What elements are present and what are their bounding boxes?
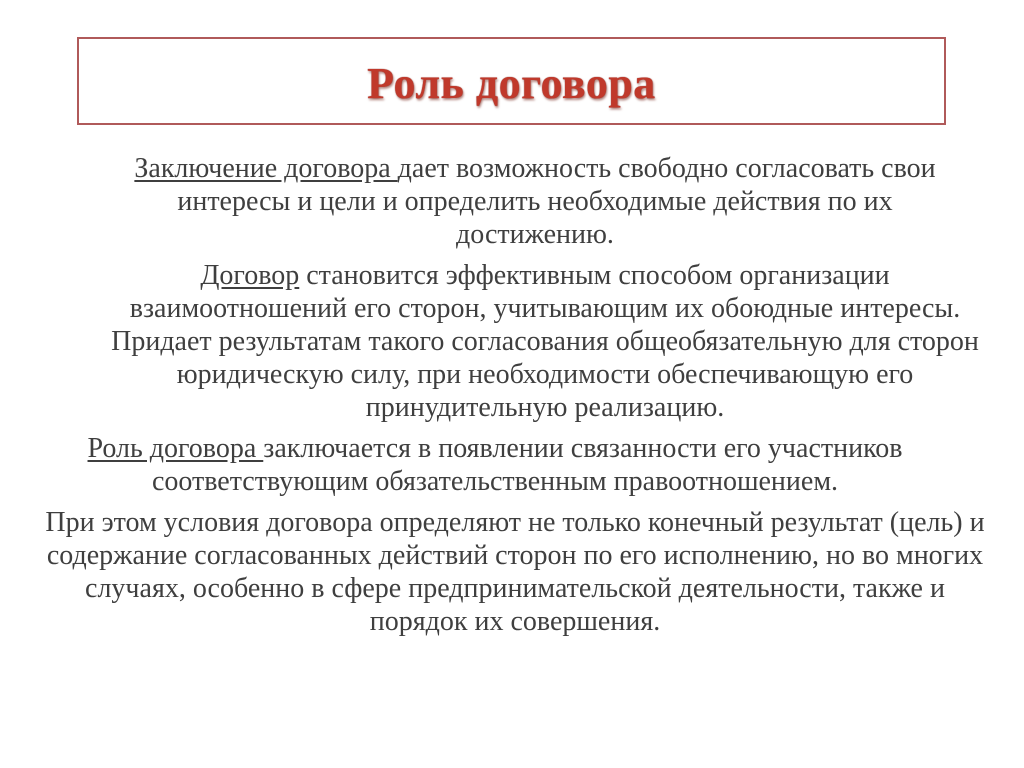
paragraph-2 — [40, 259, 990, 424]
paragraph-1 — [40, 152, 990, 251]
paragraph-text: При этом условия договора определяют не только конечный результат (цель) и содержание согласованных действий сторон по его исполнению, но во многих случаях, особенно в сфере предпринимательской деятельности, также и порядок их совершения. — [45, 507, 985, 637]
paragraph-text: заключается в появлении связанности его участников соответствующим обязательственным правоотношением. — [151, 433, 903, 497]
slide-title: Роль договора — [367, 58, 656, 108]
underlined-term: Договор — [200, 260, 300, 291]
title-box — [77, 37, 946, 125]
paragraph-text: становится эффективным способом организации взаимоотношений его сторон, учитывающим их обоюдные интересы. Придает результатам такого согласования общеобязательную для сторон юридическую силу, при необходимости обеспечивающую его принудительную реализацию. — [111, 260, 979, 423]
paragraph-4 — [40, 506, 990, 638]
paragraph-text: дает возможность свободно согласовать свои интересы и цели и определить необходимые действия по их достижению. — [177, 153, 936, 250]
paragraph-3 — [40, 432, 990, 498]
underlined-term: Роль договора — [87, 433, 264, 464]
slide-body — [40, 152, 990, 638]
underlined-term: Заключение договора — [134, 153, 398, 184]
